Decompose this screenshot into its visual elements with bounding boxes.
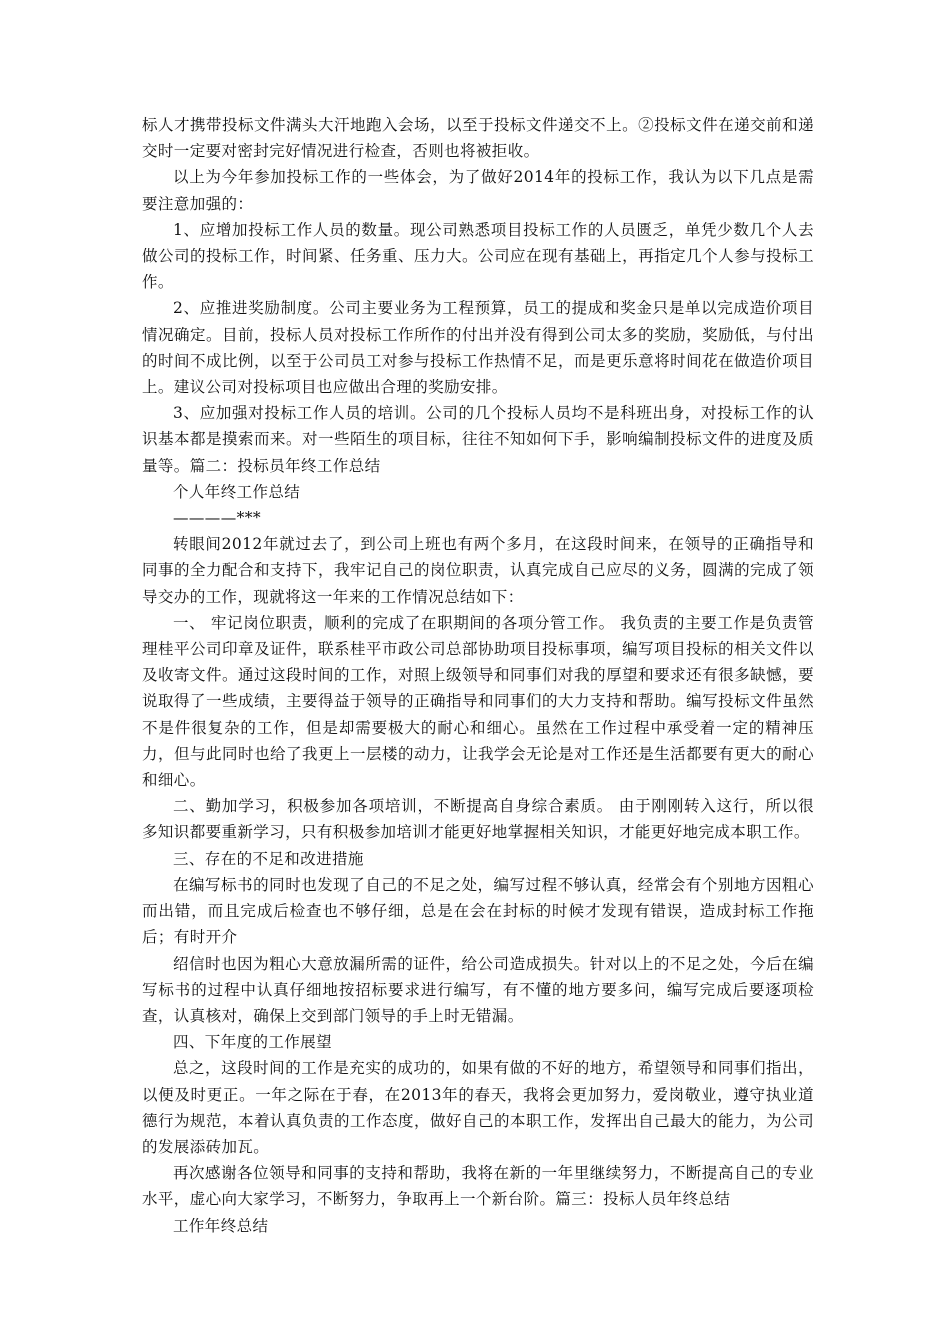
section-heading-work-summary: 工作年终总结 <box>173 1216 269 1235</box>
paragraph-5: 3、应加强对投标工作人员的培训。公司的几个投标人员均不是科班出身，对投标工作的认识基本都是摸索而来。对一些陌生的项目标，往往不知如何下手，影响编制投标文件的进度及质量等。篇二：投标员年终工作总结 <box>142 404 814 475</box>
paragraph-10: 二、勤加学习，积极参加各项培训，不断提高自身综合素质。 由于刚刚转入这行，所以很多知识都要重新学习，只有积极参加培训才能更好地掌握相关知识，才能更好地完成本职工作。 <box>142 797 814 842</box>
paragraph-8: 转眼间2012年就过去了，到公司上班也有两个多月，在这段时间来，在领导的正确指导和同事的全力配合和支持下，我牢记自己的岗位职责，认真完成自己应尽的义务，圆满的完成了领导交办的工作，现就将这一年来的工作情况总结如下： <box>142 535 814 606</box>
paragraph-15: 总之，这段时间的工作是充实的成功的，如果有做的不好的地方，希望领导和同事们指出，以便及时更正。一年之际在于春，在2013年的春天，我将会更加努力，爱岗敬业，遵守执业道德行为规范，本着认真负责的工作态度，做好自己的本职工作，发挥出自己最大的能力，为公司的发展添砖加瓦。 <box>142 1059 814 1156</box>
paragraph-1: 标人才携带投标文件满头大汗地跑入会场，以至于投标文件递交不上。②投标文件在递交前和递交时一定要对密封完好情况进行检查，否则也将被拒收。 <box>142 116 814 161</box>
paragraph-12: 在编写标书的同时也发现了自己的不足之处，编写过程不够认真，经常会有个别地方因粗心而出错，而且完成后检查也不够仔细，总是在会在封标的时候才发现有错误，造成封标工作拖后；有时开介 <box>142 875 814 947</box>
author-line: ————*** <box>173 509 262 528</box>
section-heading-personal-summary: 个人年终工作总结 <box>173 482 301 501</box>
paragraph-4: 2、应推进奖励制度。公司主要业务为工程预算，员工的提成和奖金只是单以完成造价项目情况确定。目前，投标人员对投标工作所作的付出并没有得到公司太多的奖励，奖励低，与付出的时间不成比例，以至于公司员工对参与投标工作热情不足，而是更乐意将时间花在做造价项目上。建议公司对投标项目也应做出合理的奖励安排。 <box>142 299 814 397</box>
section-heading-outlook: 四、下年度的工作展望 <box>173 1033 333 1052</box>
paragraph-3: 1、应增加投标工作人员的数量。现公司熟悉项目投标工作的人员匮乏，单凭少数几个人去做公司的投标工作，时间紧、任务重、压力大。公司应在现有基础上，再指定几个人参与投标工作。 <box>142 220 814 292</box>
paragraph-9: 一、 牢记岗位职责，顺利的完成了在职期间的各项分管工作。 我负责的主要工作是负责管理桂平公司印章及证件，联系桂平市政公司总部协助项目投标事项，编写项目投标的相关文件以及收寄文件。通过这段时间的工作，对照上级领导和同事们对我的厚望和要求还有很多缺憾，要说取得了一些成绩，主要得益于领导的正确指导和同事们的大力支持和帮助。编写投标文件虽然不是件很复杂的工作，但是却需要极大的耐心和细心。虽然在工作过程中承受着一定的精神压力，但与此同时也给了我更上一层楼的动力，让我学会无论是对工作还是生活都要有更大的耐心和细心。 <box>142 613 814 790</box>
paragraph-13: 绍信时也因为粗心大意放漏所需的证件，给公司造成损失。针对以上的不足之处，今后在编写标书的过程中认真仔细地按招标要求进行编写，有不懂的地方要多问，编写完成后要逐项检查，认真核对，确保上交到部门领导的手上时无错漏。 <box>142 954 814 1025</box>
document-body <box>142 112 814 1239</box>
paragraph-2: 以上为今年参加投标工作的一些体会，为了做好2014年的投标工作，我认为以下几点是需要注意加强的： <box>142 168 814 213</box>
paragraph-16: 再次感谢各位领导和同事的支持和帮助，我将在新的一年里继续努力，不断提高自己的专业水平，虚心向大家学习，不断努力，争取再上一个新台阶。篇三：投标人员年终总结 <box>142 1164 814 1209</box>
section-heading-shortcomings: 三、存在的不足和改进措施 <box>173 849 364 868</box>
